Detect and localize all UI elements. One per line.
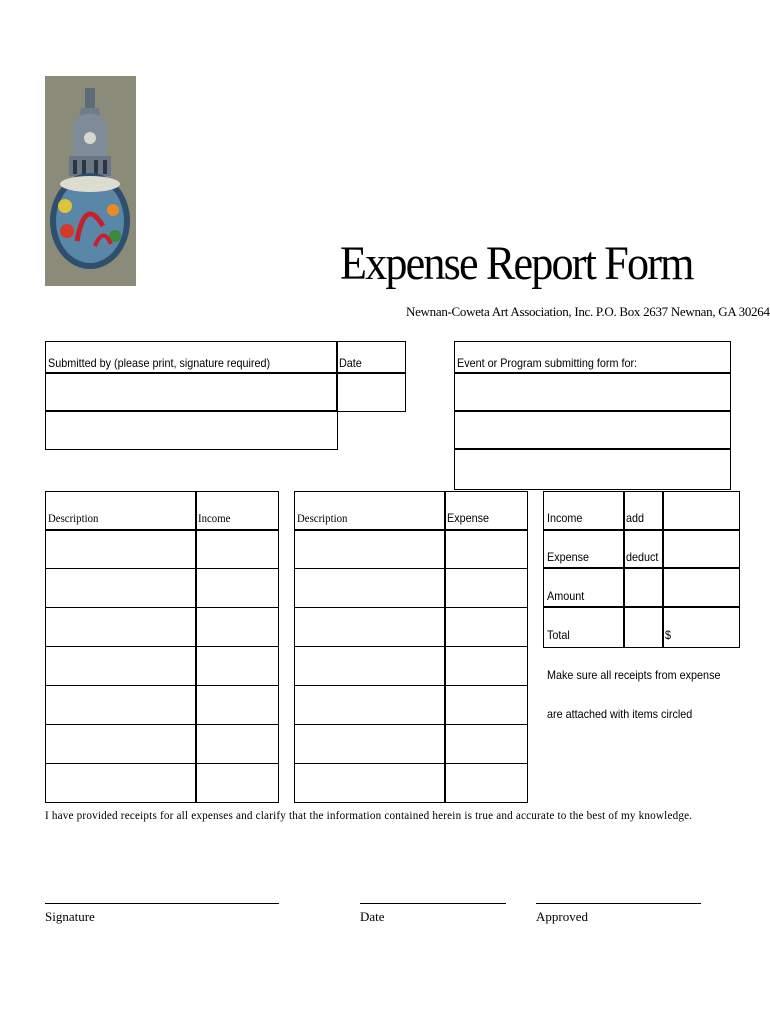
expense-row-description-cell[interactable] bbox=[294, 763, 446, 803]
expense-row-description-cell[interactable] bbox=[294, 646, 446, 686]
page-title: Expense Report Form bbox=[340, 237, 693, 290]
income-amount-label: Income bbox=[198, 511, 231, 525]
event-label: Event or Program submitting form for: bbox=[457, 356, 638, 370]
receipt-note-line-1: Make sure all receipts from expense bbox=[547, 668, 721, 682]
approved-line[interactable] bbox=[536, 903, 701, 904]
signature-label: Signature bbox=[45, 909, 95, 924]
summary-total-label: Total bbox=[547, 628, 570, 642]
income-row-description-cell[interactable] bbox=[45, 685, 197, 725]
income-row-description-cell[interactable] bbox=[45, 724, 197, 764]
summary-total-op-cell bbox=[623, 606, 664, 648]
submitted-by-label: Submitted by (please print, signature required) bbox=[48, 356, 271, 370]
date-label: Date bbox=[339, 356, 362, 370]
summary-total-value[interactable] bbox=[662, 606, 740, 648]
expense-row-description-cell[interactable] bbox=[294, 724, 446, 764]
summary-income-value[interactable] bbox=[662, 491, 740, 531]
signature-line[interactable] bbox=[45, 903, 279, 904]
income-row-amount-cell[interactable] bbox=[195, 763, 279, 803]
expense-row-description-cell[interactable] bbox=[294, 529, 446, 569]
income-row-amount-cell[interactable] bbox=[195, 529, 279, 569]
expense-row-amount-cell[interactable] bbox=[444, 724, 528, 764]
approved-label: Approved bbox=[536, 909, 588, 924]
event-field-1[interactable] bbox=[454, 372, 731, 412]
date-signature-line[interactable] bbox=[360, 903, 506, 904]
date-field[interactable] bbox=[336, 372, 406, 412]
event-field-2[interactable] bbox=[454, 410, 731, 450]
expense-row-amount-cell[interactable] bbox=[444, 763, 528, 803]
logo-graphic bbox=[45, 76, 136, 286]
expense-row-description-cell[interactable] bbox=[294, 568, 446, 608]
income-row-description-cell[interactable] bbox=[45, 763, 197, 803]
summary-expense-label: Expense bbox=[547, 550, 590, 564]
submitted-by-field[interactable] bbox=[45, 372, 338, 412]
income-row-description-cell[interactable] bbox=[45, 568, 197, 608]
income-row-description-cell[interactable] bbox=[45, 529, 197, 569]
summary-total-currency: $ bbox=[665, 628, 672, 642]
summary-income-label: Income bbox=[547, 511, 583, 525]
income-row-amount-cell[interactable] bbox=[195, 646, 279, 686]
expense-row-amount-cell[interactable] bbox=[444, 529, 528, 569]
expense-row-amount-cell[interactable] bbox=[444, 607, 528, 647]
receipt-note-line-2: are attached with items circled bbox=[547, 707, 693, 721]
summary-amount-op-cell bbox=[623, 567, 664, 608]
income-row-amount-cell[interactable] bbox=[195, 685, 279, 725]
expense-amount-label: Expense bbox=[447, 511, 490, 525]
expense-row-amount-cell[interactable] bbox=[444, 685, 528, 725]
expense-row-amount-cell[interactable] bbox=[444, 568, 528, 608]
event-field-3[interactable] bbox=[454, 448, 731, 490]
summary-expense-op: deduct bbox=[626, 550, 659, 564]
income-row-amount-cell[interactable] bbox=[195, 724, 279, 764]
organization-address: Newnan-Coweta Art Association, Inc. P.O. Box 2637 Newnan, GA 30264 bbox=[406, 304, 770, 319]
expense-row-description-cell[interactable] bbox=[294, 685, 446, 725]
income-row-description-cell[interactable] bbox=[45, 607, 197, 647]
summary-expense-value[interactable] bbox=[662, 529, 740, 569]
income-row-description-cell[interactable] bbox=[45, 646, 197, 686]
summary-amount-label: Amount bbox=[547, 589, 585, 603]
association-logo bbox=[45, 76, 136, 286]
date-signature-label: Date bbox=[360, 909, 385, 924]
summary-amount-value[interactable] bbox=[662, 567, 740, 608]
certification-statement: I have provided receipts for all expenses and clarify that the information contained herein is true and accurate to the best of my knowledge. bbox=[45, 808, 693, 822]
income-desc-label: Description bbox=[48, 511, 99, 525]
income-row-amount-cell[interactable] bbox=[195, 607, 279, 647]
expense-row-amount-cell[interactable] bbox=[444, 646, 528, 686]
income-row-amount-cell[interactable] bbox=[195, 568, 279, 608]
summary-income-op: add bbox=[626, 511, 645, 525]
expense-row-description-cell[interactable] bbox=[294, 607, 446, 647]
signature-field[interactable] bbox=[45, 410, 338, 450]
expense-desc-label: Description bbox=[297, 511, 348, 525]
